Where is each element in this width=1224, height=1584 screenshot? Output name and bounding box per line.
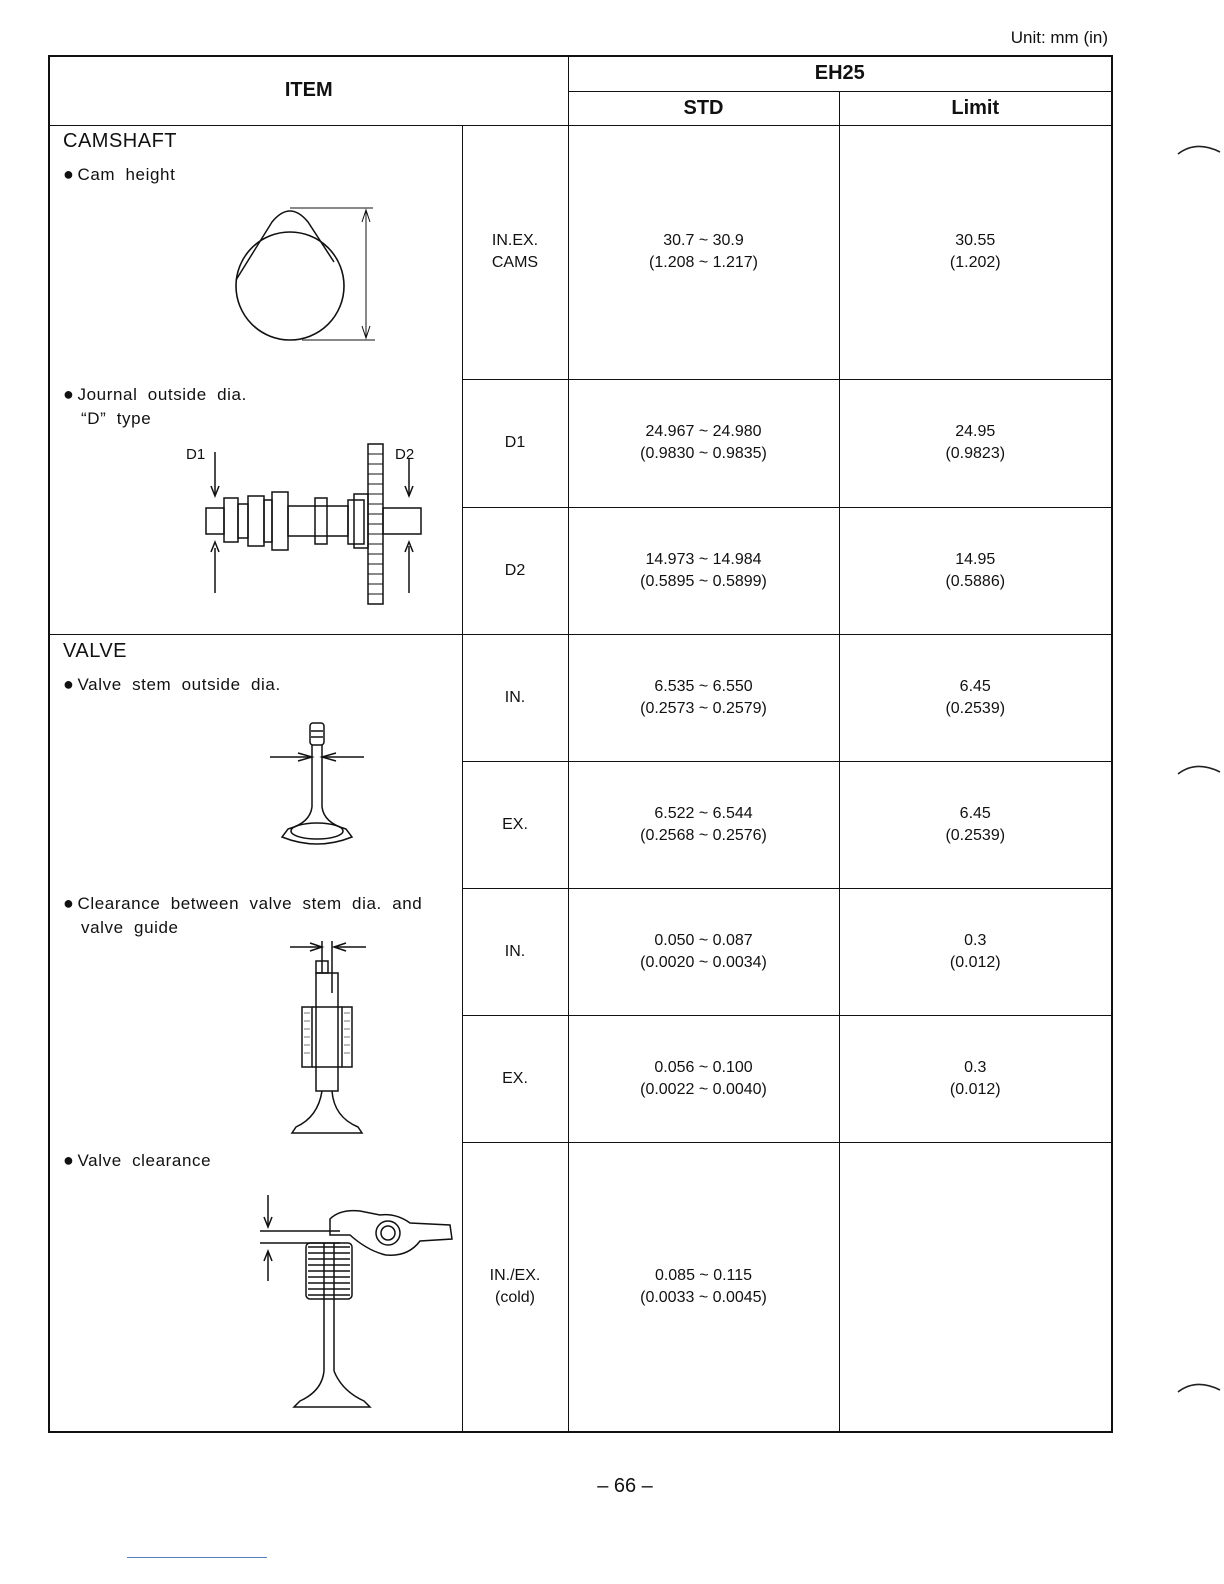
std-cell: 30.7 ~ 30.9 (1.208 ~ 1.217) xyxy=(568,125,839,379)
std-cell: 0.085 ~ 0.115 (0.0033 ~ 0.0045) xyxy=(568,1142,839,1432)
camshaft-figure xyxy=(198,438,428,613)
valve-stem-label: ● Valve stem outside dia. xyxy=(63,673,281,694)
binding-mark xyxy=(1174,758,1224,778)
sub-cell: IN. xyxy=(462,634,568,761)
sub-cell: EX. xyxy=(462,761,568,888)
valve-guide-clearance-label: ● Clearance between valve stem dia. and valve guide xyxy=(63,892,423,937)
sub-cell: IN.EX. CAMS xyxy=(462,125,568,379)
std-cell: 24.967 ~ 24.980 (0.9830 ~ 0.9835) xyxy=(568,379,839,507)
footer-rule xyxy=(127,1557,267,1558)
std-cell: 14.973 ~ 14.984 (0.5895 ~ 0.5899) xyxy=(568,507,839,634)
page-number: – 66 – xyxy=(597,1475,653,1497)
valve-clearance-label: ● Valve clearance xyxy=(63,1149,212,1170)
std-cell: 0.050 ~ 0.087 (0.0020 ~ 0.0034) xyxy=(568,888,839,1015)
header-std: STD xyxy=(568,91,839,125)
binding-mark xyxy=(1174,1376,1224,1396)
camshaft-item-cell xyxy=(49,125,462,634)
limit-cell: 30.55 (1.202) xyxy=(839,125,1112,379)
d1-marker: D1 xyxy=(186,445,206,463)
unit-label: Unit: mm (in) xyxy=(1010,28,1108,47)
limit-cell xyxy=(839,1142,1112,1432)
sub-cell: EX. xyxy=(462,1015,568,1142)
journal-label: ● Journal outside dia. “D” type xyxy=(63,383,247,428)
limit-cell: 14.95 (0.5886) xyxy=(839,507,1112,634)
valve-stem-figure xyxy=(268,719,368,851)
valve-guide-figure xyxy=(286,937,416,1143)
d2-marker: D2 xyxy=(395,445,415,463)
binding-mark xyxy=(1174,138,1224,158)
sub-cell: D2 xyxy=(462,507,568,634)
cam-lobe-figure xyxy=(230,200,380,342)
sub-cell: IN. xyxy=(462,888,568,1015)
limit-cell: 6.45 (0.2539) xyxy=(839,634,1112,761)
header-limit: Limit xyxy=(839,91,1112,125)
limit-cell: 24.95 (0.9823) xyxy=(839,379,1112,507)
limit-cell: 0.3 (0.012) xyxy=(839,1015,1112,1142)
sub-cell: IN./EX. (cold) xyxy=(462,1142,568,1432)
valve-clearance-figure xyxy=(200,1191,470,1415)
limit-cell: 6.45 (0.2539) xyxy=(839,761,1112,888)
camshaft-title: CAMSHAFT xyxy=(63,129,177,152)
cam-height-label: ● Cam height xyxy=(63,163,176,184)
spec-table xyxy=(48,55,1113,1433)
header-item: ITEM xyxy=(49,56,568,125)
sub-cell: D1 xyxy=(462,379,568,507)
std-cell: 0.056 ~ 0.100 (0.0022 ~ 0.0040) xyxy=(568,1015,839,1142)
std-cell: 6.535 ~ 6.550 (0.2573 ~ 0.2579) xyxy=(568,634,839,761)
valve-item-cell xyxy=(49,634,462,1432)
limit-cell: 0.3 (0.012) xyxy=(839,888,1112,1015)
std-cell: 6.522 ~ 6.544 (0.2568 ~ 0.2576) xyxy=(568,761,839,888)
valve-title: VALVE xyxy=(63,639,128,662)
header-model: EH25 xyxy=(568,56,1112,91)
